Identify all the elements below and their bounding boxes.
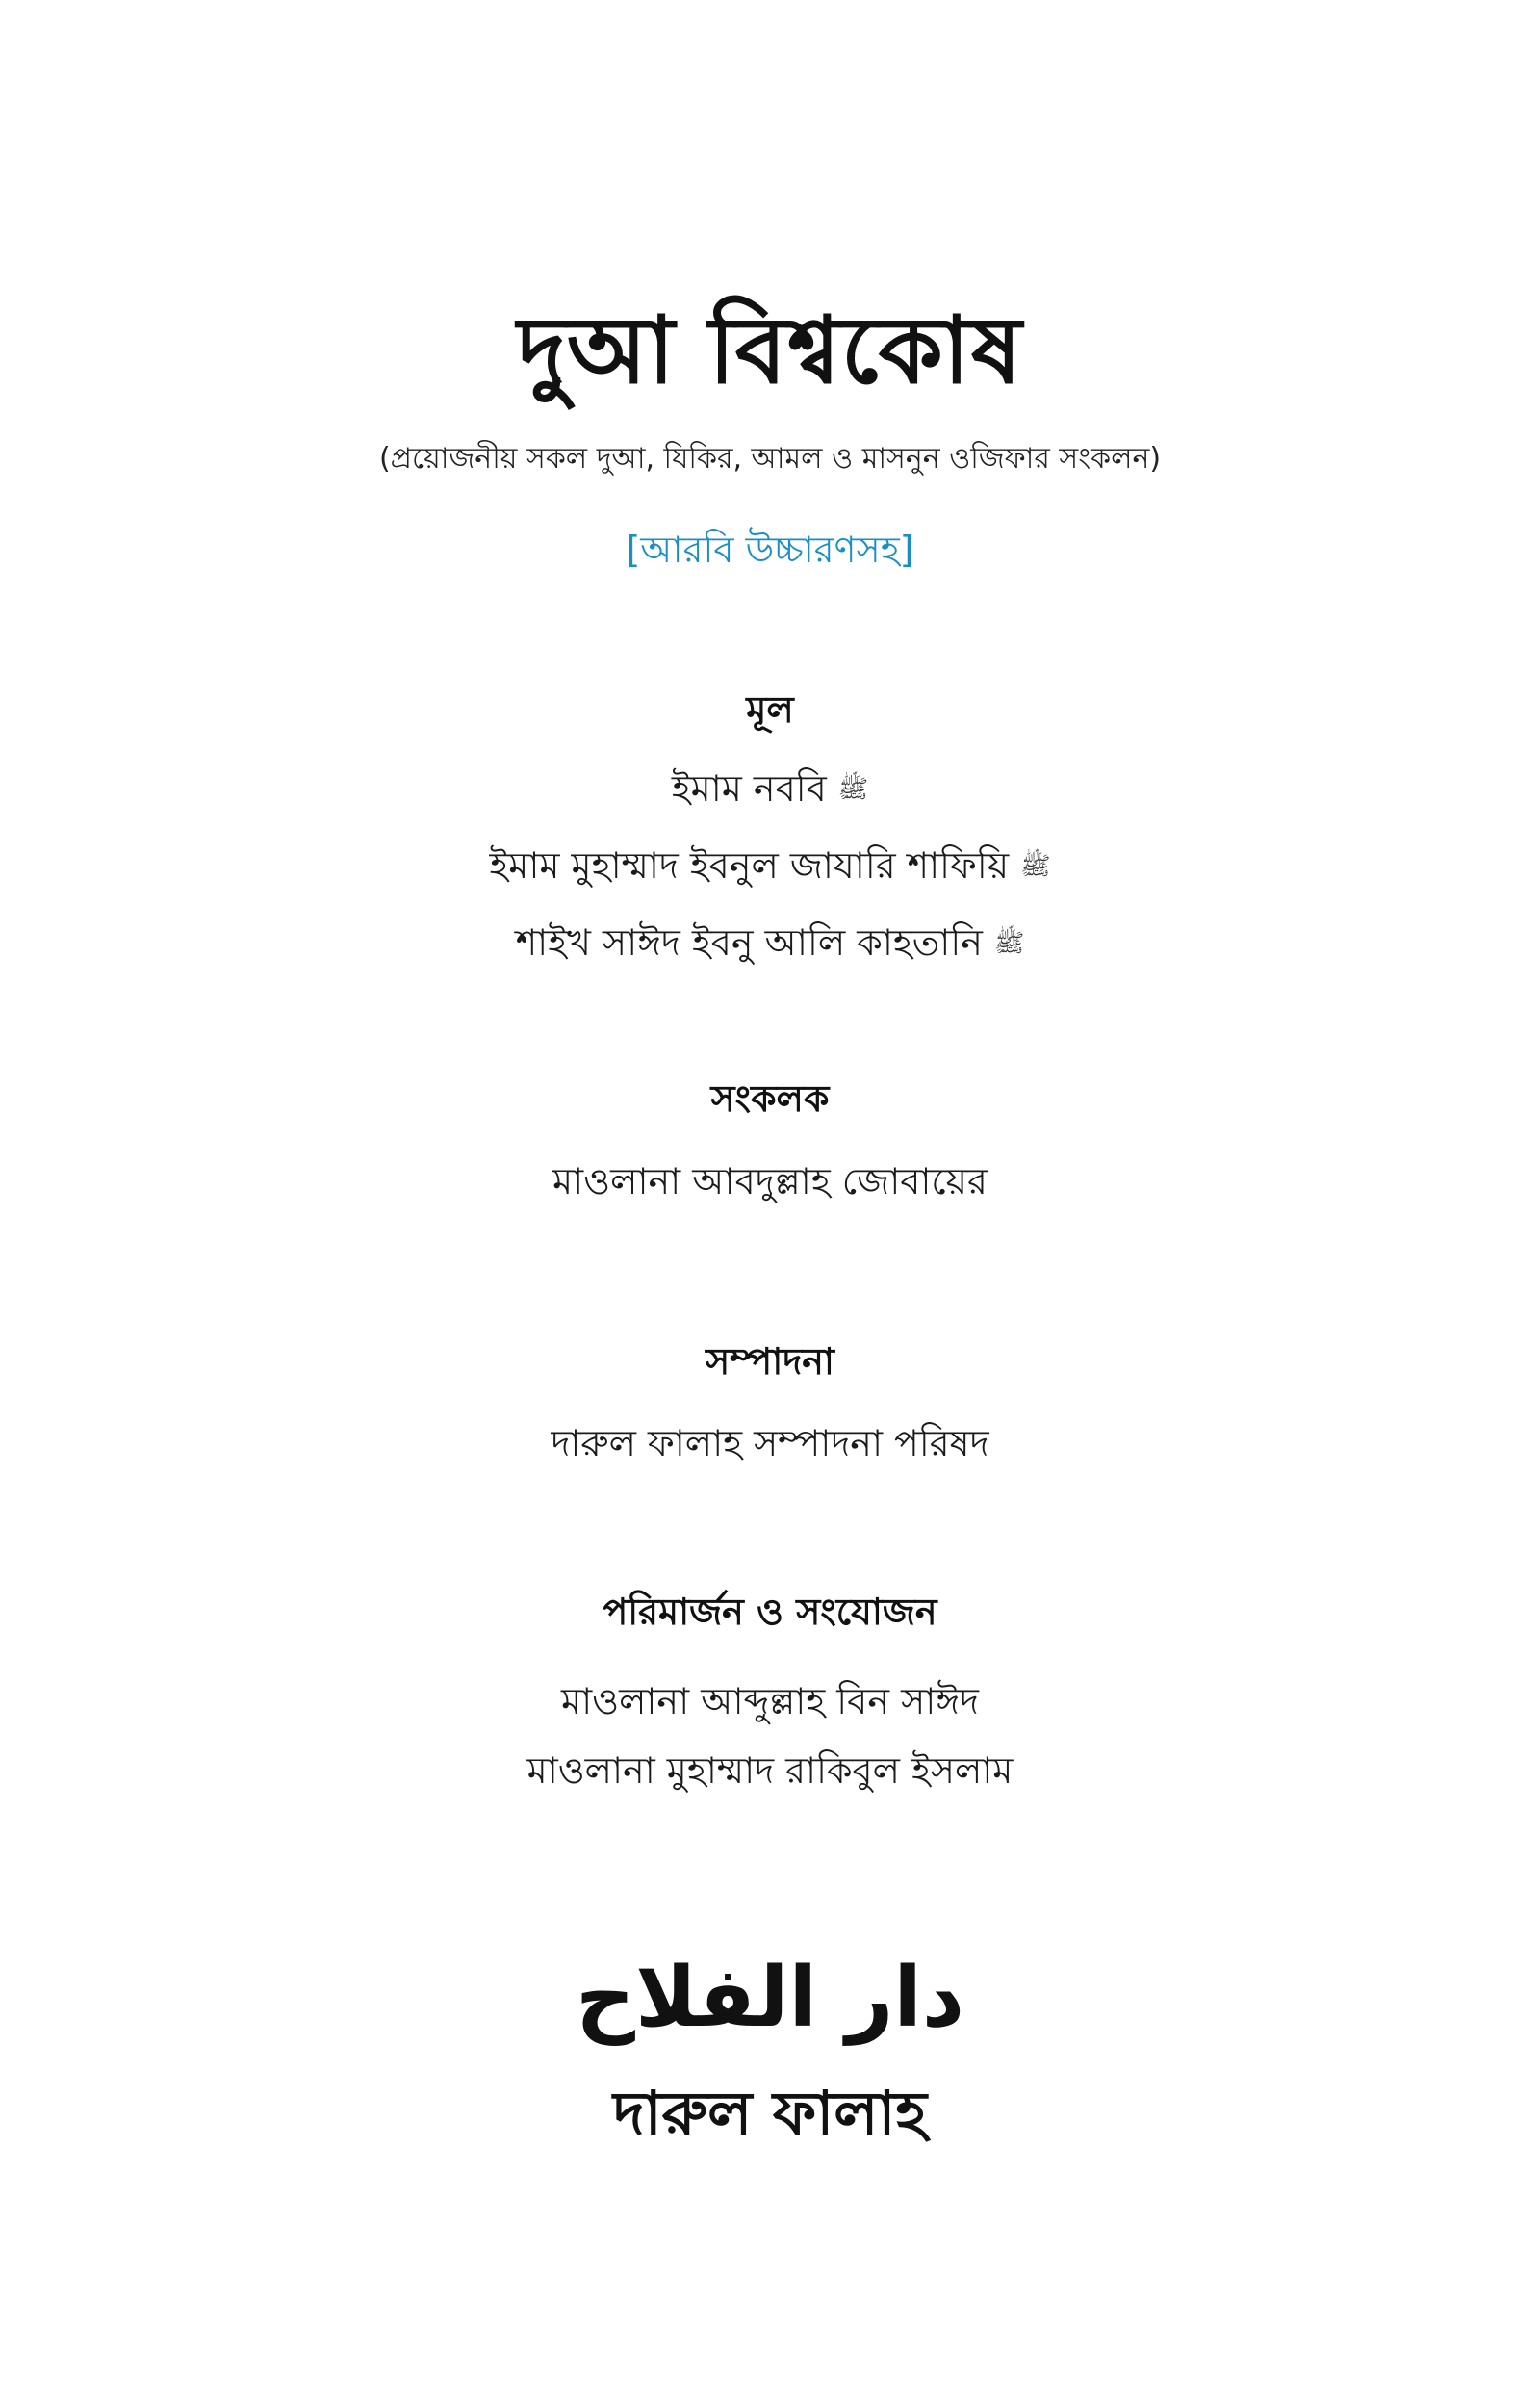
revision-name-1: মাওলানা আব্দুল্লাহ বিন সাঈদ	[561, 1680, 979, 1722]
honorific-icon: ﷺ	[993, 928, 1025, 958]
original-author-3	[0, 915, 1540, 976]
publisher-logo-arabic: دار الفلاح	[575, 1950, 964, 2046]
book-title: দুআ বিশ্বকোষ	[517, 297, 1023, 404]
author-name: শাইখ সাঈদ ইবনু আলি কাহতানি	[515, 921, 983, 964]
editing-heading: সম্পাদনা	[706, 1340, 834, 1383]
book-tagline: [আরবি উচ্চারণসহ]	[626, 529, 914, 571]
revision-name-2: মাওলানা মুহাম্মাদ রাকিবুল ইসলাম	[526, 1749, 1014, 1792]
book-subtitle: (প্রয়োজনীয় সকল দুআ, যিকির, আমল ও মাসনুন ওজিফার সংকলন)	[378, 442, 1162, 476]
revision-heading: পরিমার্জন ও সংযোজন	[603, 1591, 937, 1633]
editing-name: দারুল ফালাহ সম্পাদনা পরিষদ	[551, 1422, 989, 1464]
honorific-icon: ﷺ	[1020, 851, 1051, 881]
compiler-name: মাওলানা আবদুল্লাহ জোবায়ের	[552, 1160, 988, 1203]
original-author-1	[0, 761, 1540, 822]
compiler-heading: সংকলক	[710, 1077, 830, 1120]
publisher-logo-bangla: দারুল ফালাহ	[613, 2078, 927, 2148]
honorific-icon: ﷺ	[837, 774, 869, 804]
author-name: ইমাম নববি	[671, 767, 827, 810]
original-heading: মূল	[746, 688, 794, 731]
author-name: ইমাম মুহাম্মাদ ইবনুল জাযারি শাফিয়ি	[489, 844, 1010, 887]
original-author-2	[0, 838, 1540, 899]
